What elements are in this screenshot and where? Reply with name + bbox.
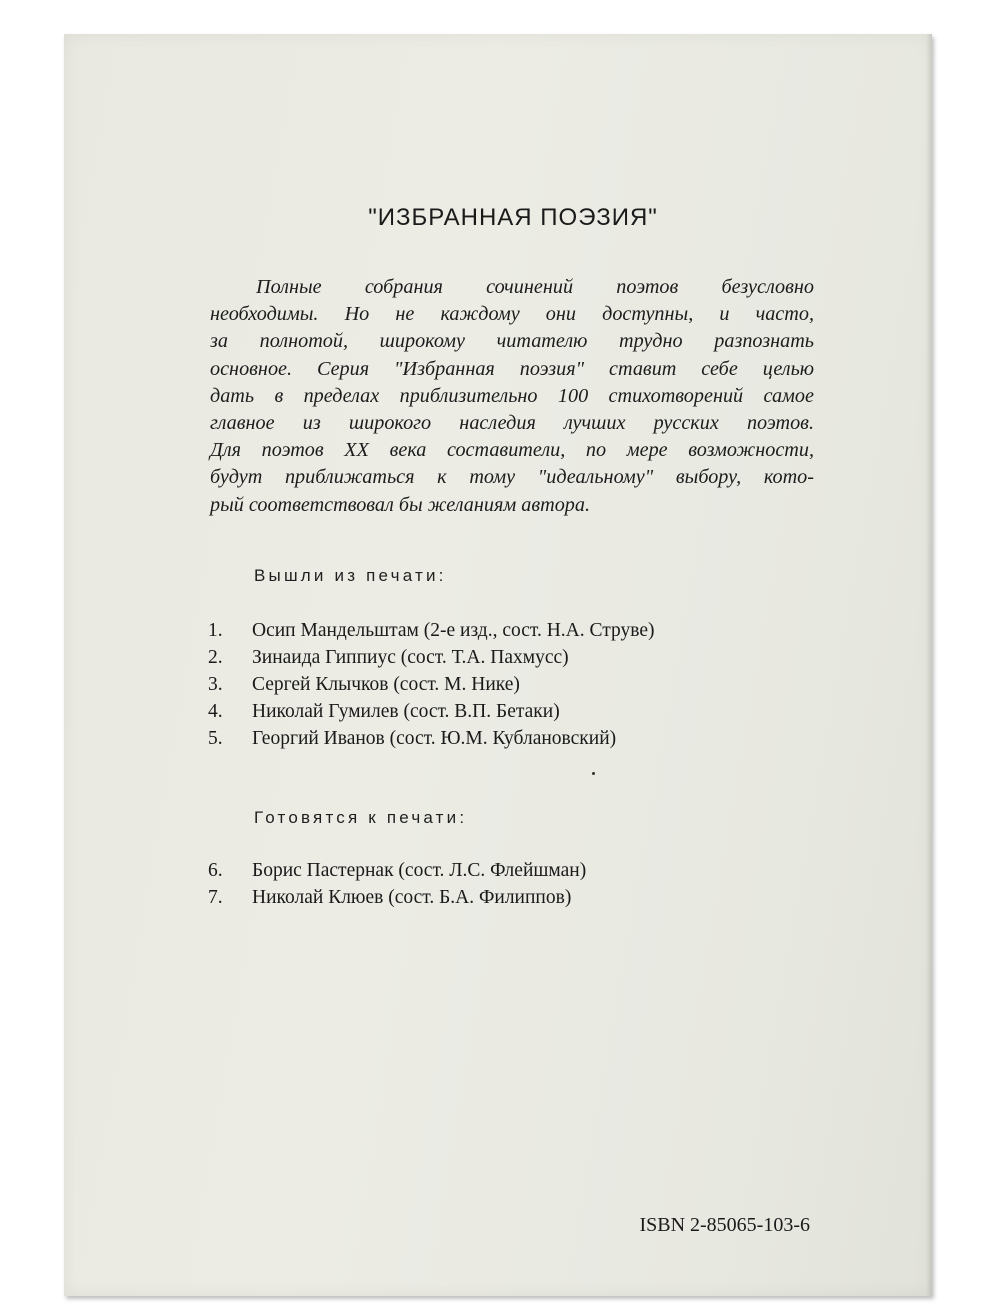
- intro-line: необходимы. Но не каждому они доступны, и часто,: [210, 303, 814, 326]
- intro-line: Полные собрания сочинений поэтов безусловно: [256, 276, 814, 298]
- paper-speck: [592, 772, 595, 775]
- isbn-number: ISBN 2-85065-103-6: [639, 1214, 810, 1236]
- list-item: 4. Николай Гумилев (сост. В.П. Бетаки): [208, 701, 560, 722]
- forthcoming-list: [208, 857, 586, 911]
- intro-line: дать в пределах приблизительно 100 стихотворений самое: [210, 384, 814, 407]
- list-item: 6. Борис Пастернак (сост. Л.С. Флейшман): [208, 860, 587, 881]
- published-list: [208, 617, 655, 752]
- list-item: 3. Сергей Клычков (сост. М. Нике): [208, 674, 520, 695]
- list-item: 1. Осип Мандельштам (2-е изд., сост. Н.А. Струве): [208, 620, 655, 641]
- book-back-cover: [64, 34, 932, 1296]
- list-item: 2. Зинаида Гиппиус (сост. Т.А. Пахмусс): [208, 647, 569, 668]
- intro-line: рый соответствовал бы желаниям автора.: [210, 493, 591, 516]
- intro-line: будут приближаться к тому "идеальному" выбору, кото-: [210, 466, 814, 489]
- intro-line: Для поэтов XX века составители, по мере возможности,: [210, 439, 814, 462]
- intro-line: главное из широкого наследия лучших русских поэтов.: [210, 412, 814, 435]
- list-item: 5. Георгий Иванов (сост. Ю.М. Кублановский): [208, 728, 617, 749]
- series-title: "ИЗБРАННАЯ ПОЭЗИЯ": [368, 204, 658, 231]
- intro-line: основное. Серия "Избранная поэзия" ставит себе целью: [210, 357, 814, 380]
- list-item: 7. Николай Клюев (сост. Б.А. Филиппов): [208, 887, 572, 908]
- intro-paragraph: [210, 274, 814, 519]
- intro-line: за полнотой, широкому читателю трудно разпознать: [210, 330, 814, 353]
- published-heading: Вышли из печати:: [254, 566, 447, 585]
- forthcoming-heading: Готовятся к печати:: [254, 808, 468, 827]
